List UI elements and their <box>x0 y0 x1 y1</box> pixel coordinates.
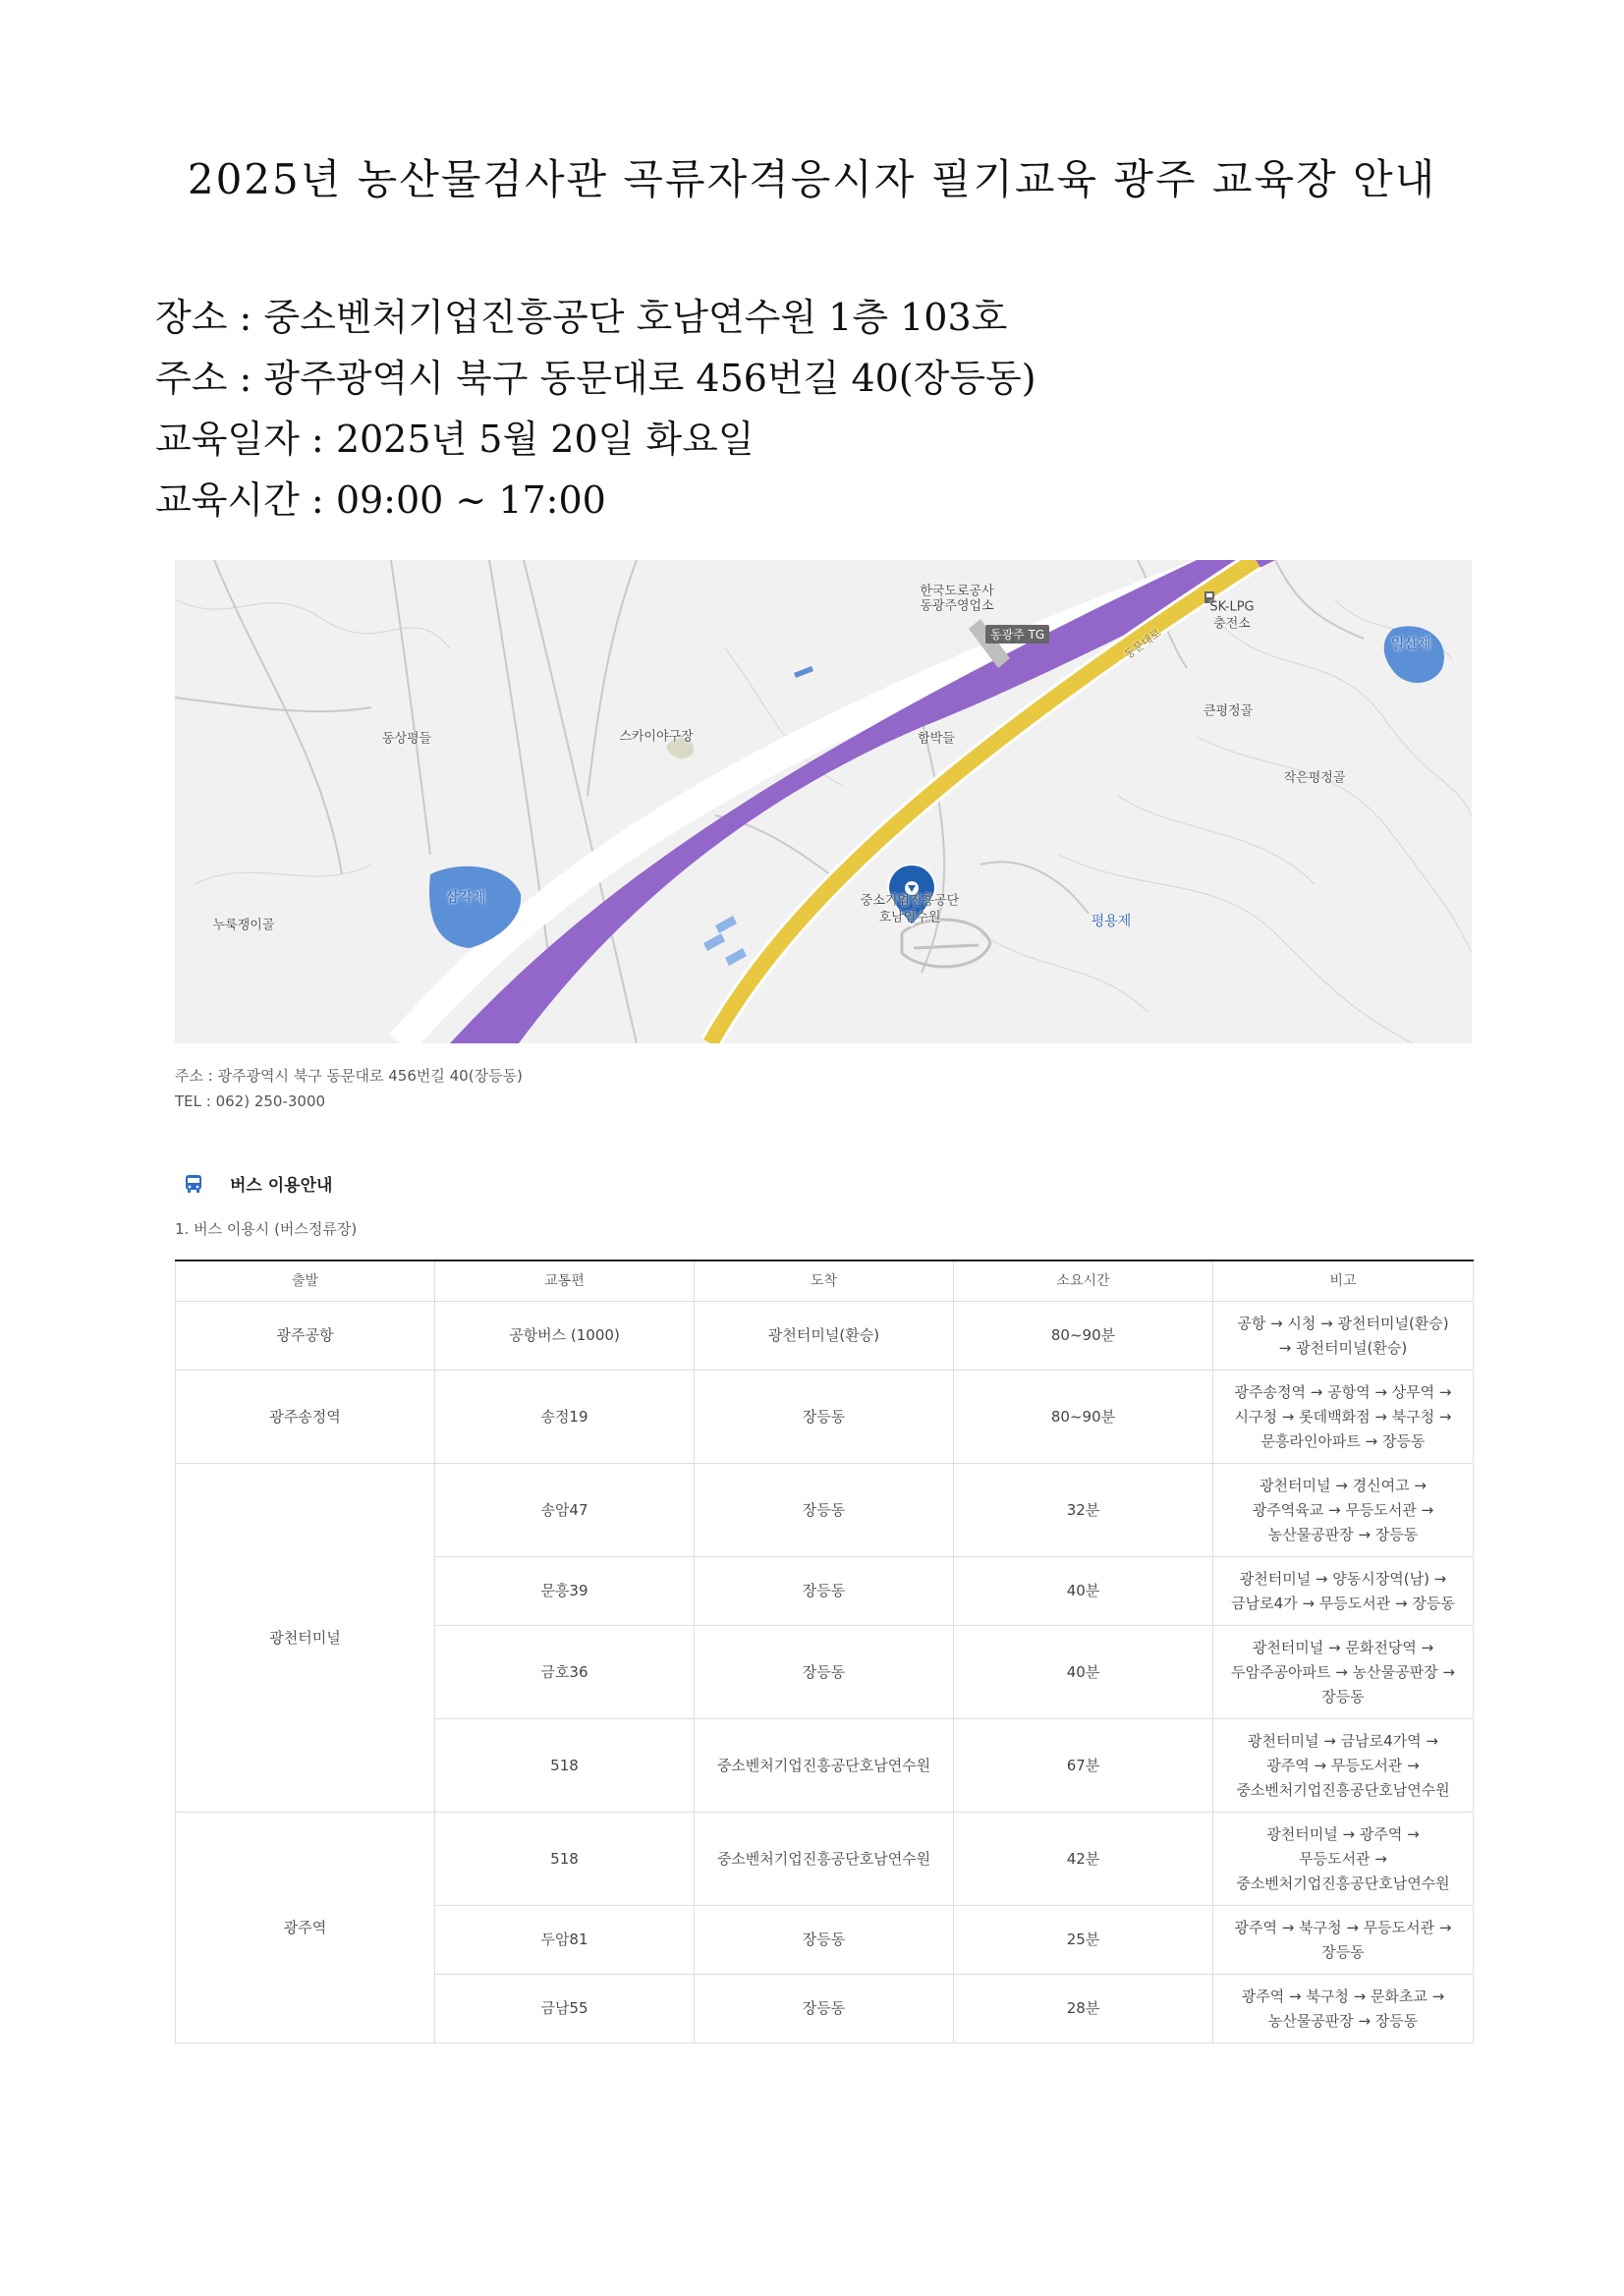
departure-cell: 광주공항 <box>176 1302 435 1371</box>
map-label-destination-2: 호남연수원 <box>878 910 941 925</box>
header-departure: 출발 <box>176 1260 435 1302</box>
note-cell: 공항 → 시청 → 광천터미널(환승) → 광천터미널(환승) <box>1213 1302 1474 1371</box>
info-location: 장소 : 중소벤처기업진흥공단 호남연수원 1층 103호 <box>155 296 1008 339</box>
transport-cell: 송암47 <box>435 1464 695 1557</box>
departure-cell: 광주역 <box>176 1813 435 2044</box>
time-cell: 32분 <box>954 1464 1213 1557</box>
map-label-ilsanje: 일산제 <box>1390 637 1431 652</box>
time-cell: 80~90분 <box>954 1302 1213 1371</box>
bus-icon <box>183 1173 204 1195</box>
map-label-lpg: SK-LPG <box>1209 599 1255 615</box>
note-cell: 광천터미널 → 경신여고 → 광주역육교 → 무등도서관 → 농산물공판장 → 장등동 <box>1213 1464 1474 1557</box>
table-header-row <box>176 1260 1474 1302</box>
map-label-road: 동문대로 <box>1122 626 1164 662</box>
header-note: 비고 <box>1213 1260 1474 1302</box>
address-line: 주소 : 광주광역시 북구 동문대로 456번길 40(장등동) <box>175 1067 523 1085</box>
table-row <box>176 1813 1474 1906</box>
bus-route-table <box>175 1260 1474 2044</box>
transport-cell: 공항버스 (1000) <box>435 1302 695 1371</box>
transport-cell: 문흥39 <box>435 1557 695 1626</box>
header-arrival: 도착 <box>695 1260 954 1302</box>
note-cell: 광주역 → 북구청 → 문화초교 → 농산물공판장 → 장등동 <box>1213 1975 1474 2044</box>
arrival-cell: 중소벤처기업진흥공단호남연수원 <box>695 1813 954 1906</box>
departure-cell: 광천터미널 <box>176 1464 435 1813</box>
bus-section-title: 버스 이용안내 <box>230 1176 333 1196</box>
transport-cell: 518 <box>435 1813 695 1906</box>
arrival-cell: 중소벤처기업진흥공단호남연수원 <box>695 1719 954 1813</box>
time-cell: 40분 <box>954 1557 1213 1626</box>
arrival-cell: 장등동 <box>695 1626 954 1719</box>
table-row <box>176 1371 1474 1464</box>
map-label-hambakdeul: 함박들 <box>918 731 955 747</box>
note-cell: 광천터미널 → 문화전당역 → 두암주공아파트 → 농산물공판장 → 장등동 <box>1213 1626 1474 1719</box>
map-label-nurukjaeng: 누룩쟁이골 <box>212 918 275 933</box>
note-cell: 광천터미널 → 양동시장역(남) → 금남로4가 → 무등도서관 → 장등동 <box>1213 1557 1474 1626</box>
tollgate-badge: 동광주 TG <box>985 625 1049 644</box>
page-title: 2025년 농산물검사관 곡류자격응시자 필기교육 광주 교육장 안내 <box>187 155 1437 203</box>
departure-cell: 광주송정역 <box>176 1371 435 1464</box>
map-label-keunpyeong: 큰평정골 <box>1203 703 1254 719</box>
arrival-cell: 장등동 <box>695 1906 954 1975</box>
transport-cell: 518 <box>435 1719 695 1813</box>
map-label-pyeongyongje: 평용제 <box>1091 914 1132 929</box>
info-label: 교육일자 <box>155 418 300 461</box>
arrival-cell: 장등동 <box>695 1371 954 1464</box>
transport-cell: 송정19 <box>435 1371 695 1464</box>
location-map[interactable] <box>175 560 1472 1043</box>
map-label-office: 한국도로공사 <box>920 584 994 599</box>
info-label: 교육시간 <box>155 478 300 522</box>
map-label-office-2: 동광주영업소 <box>920 598 994 614</box>
info-value: 2025년 5월 20일 화요일 <box>335 418 755 461</box>
bus-subtitle: 1. 버스 이용시 (버스정류장) <box>175 1220 358 1238</box>
bus-section-header <box>183 1171 332 1196</box>
info-block <box>155 287 1036 531</box>
map-label-samgakje: 삼각제 <box>445 890 486 906</box>
info-value: 09:00 ~ 17:00 <box>335 478 606 522</box>
destination-buildings <box>902 920 990 967</box>
transport-cell: 두암81 <box>435 1906 695 1975</box>
map-label-dongsangpyeong: 동상평들 <box>381 731 432 747</box>
arrival-cell: 장등동 <box>695 1464 954 1557</box>
map-label-lpg-2: 충전소 <box>1213 616 1251 632</box>
info-date: 교육일자 : 2025년 5월 20일 화요일 <box>155 418 755 461</box>
note-cell: 광주송정역 → 공항역 → 상무역 → 시구청 → 롯데백화점 → 북구청 → 문흥라인아파트 → 장등동 <box>1213 1371 1474 1464</box>
transport-cell: 금남55 <box>435 1975 695 2044</box>
table-row <box>176 1302 1474 1371</box>
info-value: 중소벤처기업진흥공단 호남연수원 1층 103호 <box>263 296 1008 339</box>
map-canvas <box>175 560 1472 1043</box>
info-time: 교육시간 : 09:00 ~ 17:00 <box>155 478 606 522</box>
tel-line: TEL : 062) 250-3000 <box>175 1092 326 1110</box>
transport-cell: 금호36 <box>435 1626 695 1719</box>
time-cell: 42분 <box>954 1813 1213 1906</box>
time-cell: 25분 <box>954 1906 1213 1975</box>
note-cell: 광천터미널 → 금남로4가역 → 광주역 → 무등도서관 → 중소벤처기업진흥공단호남연수원 <box>1213 1719 1474 1813</box>
arrival-cell: 장등동 <box>695 1557 954 1626</box>
header-transport: 교통편 <box>435 1260 695 1302</box>
header-time: 소요시간 <box>954 1260 1213 1302</box>
map-label-jageunpyeong: 작은평정골 <box>1283 770 1346 786</box>
arrival-cell: 광천터미널(환승) <box>695 1302 954 1371</box>
note-cell: 광천터미널 → 광주역 → 무등도서관 → 중소벤처기업진흥공단호남연수원 <box>1213 1813 1474 1906</box>
time-cell: 80~90분 <box>954 1371 1213 1464</box>
arrival-cell: 장등동 <box>695 1975 954 2044</box>
info-label: 장소 <box>155 296 228 339</box>
time-cell: 40분 <box>954 1626 1213 1719</box>
terrain-contours <box>175 599 1472 1043</box>
time-cell: 28분 <box>954 1975 1213 2044</box>
map-label-baseball: 스카이야구장 <box>619 729 694 745</box>
info-address: 주소 : 광주광역시 북구 동문대로 456번길 40(장등동) <box>155 357 1036 400</box>
table-row <box>176 1464 1474 1557</box>
info-label: 주소 <box>155 357 228 400</box>
time-cell: 67분 <box>954 1719 1213 1813</box>
info-value: 광주광역시 북구 동문대로 456번길 40(장등동) <box>263 357 1036 400</box>
pond-small <box>794 666 813 678</box>
buildings-blue <box>703 916 747 966</box>
note-cell: 광주역 → 북구청 → 무등도서관 → 장등동 <box>1213 1906 1474 1975</box>
map-label-destination: 중소기업진흥공단 <box>860 893 960 909</box>
